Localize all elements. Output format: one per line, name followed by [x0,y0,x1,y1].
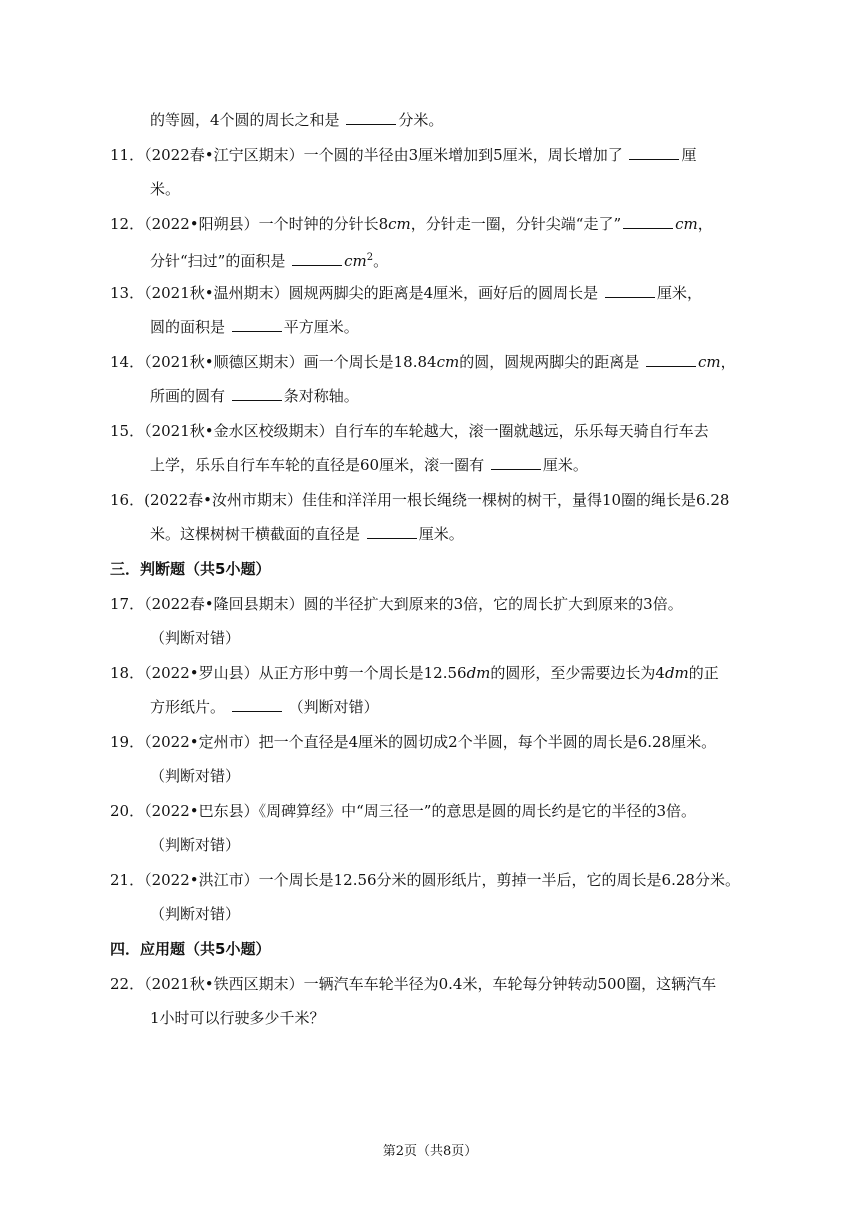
question-15: 15．（2021秋•金水区校级期末）自行车的车轮越大，滚一圈就越远，乐乐每天骑自行车去 [110,422,709,440]
question-14-cont: 所画的圆有 条对称轴。 [150,387,359,405]
question-21-cont: （判断对错） [150,905,241,923]
question-13-cont: 圆的面积是 平方厘米。 [150,318,359,336]
question-12: 12．（2022•阳朔县）一个时钟的分针长8cm，分针走一圈，分针尖端“走了” cm， [110,215,713,233]
question-22-cont: 1小时可以行驶多少千米？ [150,1009,325,1027]
answer-blank[interactable] [232,317,282,332]
question-19: 19．（2022•定州市）把一个直径是4厘米的圆切成2个半圆，每个半圆的周长是6.28厘米。 [110,733,717,751]
answer-blank[interactable] [367,524,417,539]
answer-blank[interactable] [491,455,541,470]
question-12-cont: 分针“扫过”的面积是 $cm^2$。 [150,252,389,270]
answer-blank[interactable] [346,110,396,125]
question-22: 22．（2021秋•铁西区期末）一辆汽车车轮半径为0.4米，车轮每分钟转动500圈，这辆汽车 [110,975,717,993]
question-16-cont: 米。这棵树树干横截面的直径是 厘米。 [150,525,464,543]
answer-blank[interactable] [232,697,282,712]
question-15-cont: 上学，乐乐自行车车轮的直径是60厘米，滚一圈有 厘米。 [150,456,588,474]
question-14: 14．（2021秋•顺德区期末）画一个周长是18.84cm的圆，圆规两脚尖的距离是 cm， [110,353,736,371]
question-13: 13．（2021秋•温州期末）圆规两脚尖的距离是4厘米，画好后的圆周长是 厘米， [110,284,702,302]
question-17-cont: （判断对错） [150,629,241,647]
question-20: 20．（2022•巴东县）《周碑算经》中“周三径一”的意思是圆的周长约是它的半径的3倍。 [110,802,696,820]
question-18-cont: 方形纸片。 （判断对错） [150,698,379,716]
question-11: 11．（2022春•江宁区期末）一个圆的半径由3厘米增加到5厘米，周长增加了 厘 [110,146,697,164]
question-18: 18．（2022•罗山县）从正方形中剪一个周长是12.56dm的圆形，至少需要边长为4dm的正 [110,664,719,682]
section-heading-judgement: 三．判断题（共5小题） [110,560,271,578]
q10-tail: 的等圆，4个圆的周长之和是 分米。 [150,111,444,129]
question-21: 21．（2022•洪江市）一个周长是12.56分米的圆形纸片，剪掉一半后，它的周长是6.28分米。 [110,871,740,889]
question-17: 17．（2022春•隆回县期末）圆的半径扩大到原来的3倍，它的周长扩大到原来的3倍。 [110,595,683,613]
answer-blank[interactable] [232,386,282,401]
answer-blank[interactable] [605,283,655,298]
section-heading-application: 四．应用题（共5小题） [110,940,271,958]
answer-blank[interactable] [292,251,342,266]
page-footer: 第2页（共8页） [382,1144,478,1159]
answer-blank[interactable] [623,214,673,229]
question-20-cont: （判断对错） [150,836,241,854]
question-11-cont: 米。 [150,180,181,198]
question-16: 16．(2022春•汝州市期末）佳佳和洋洋用一根长绳绕一棵树的树干，量得10圈的绳长是6.28 [110,491,730,509]
answer-blank[interactable] [629,145,679,160]
answer-blank[interactable] [646,352,696,367]
question-19-cont: （判断对错） [150,767,241,785]
